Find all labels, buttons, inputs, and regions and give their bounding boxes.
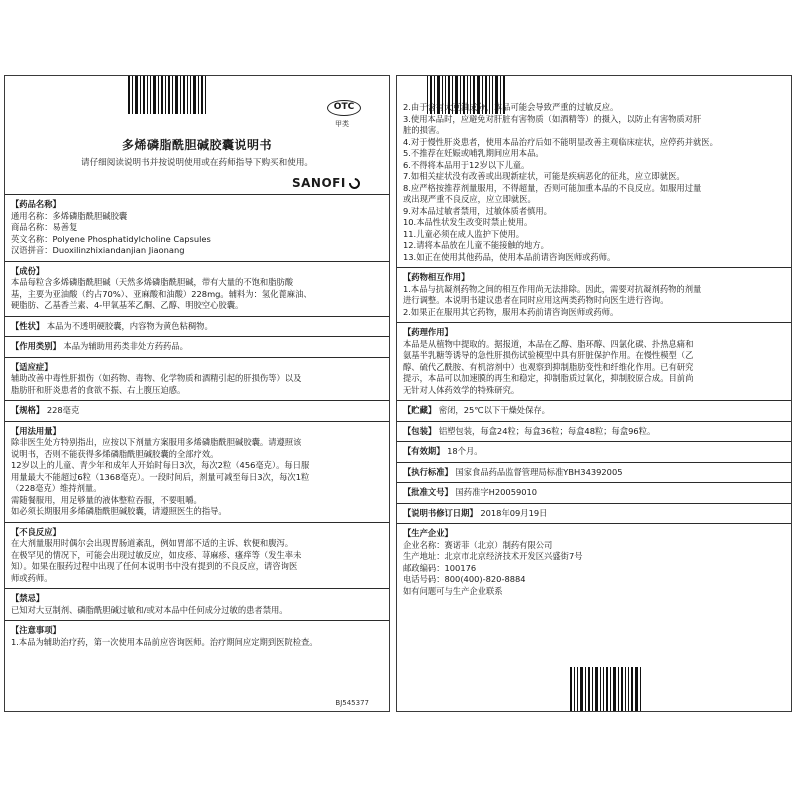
left-section-5	[5, 401, 389, 421]
brand-logo	[292, 176, 360, 190]
section-line: 进行调整。本说明书建议患者在同时应用这两类药物时向医生进行咨询。	[403, 295, 669, 305]
otc-mark: OTC	[327, 100, 361, 116]
right-sections	[397, 98, 791, 601]
right-section-7	[397, 504, 791, 524]
section-line: 氨基半乳糖等诱导的急性肝损伤试验模型中具有肝脏保护作用。在慢性模型（乙	[403, 350, 694, 360]
section-heading: 【适应症】	[11, 361, 53, 372]
left-section-7	[5, 523, 389, 589]
left-section-9	[5, 621, 389, 652]
precaution-line: 或出现严重不良反应，应立即就医。	[403, 194, 536, 204]
section-line: 醇、硫代乙酰胺、有机溶剂中）也观察到抑制脂肪变性和纤维化作用。已有研究	[403, 361, 694, 372]
section-heading: 【禁忌】	[11, 593, 45, 603]
left-sections	[5, 194, 389, 652]
right-section-6	[397, 483, 791, 503]
section-value: 铝塑包装，每盒24粒；每盒36粒；每盒48粒；每盒96粒。	[436, 425, 656, 436]
right-section-2	[397, 401, 791, 421]
section-line: 通用名称：多烯磷脂酰胆碱胶囊	[11, 210, 128, 221]
section-heading: 【作用类别】	[11, 341, 61, 351]
section-heading: 【药品名称】	[11, 199, 61, 209]
section-heading: 【有效期】	[403, 446, 445, 456]
section-line	[403, 508, 785, 520]
right-section-1	[397, 323, 791, 400]
section-line: 需随餐服用，用足够量的液体整粒吞服，不要咀嚼。	[11, 494, 202, 505]
right-section-4	[397, 442, 791, 462]
precaution-line: 11.儿童必须在成人监护下使用。	[403, 228, 525, 239]
section-line: 在大剂量服用时偶尔会出现胃肠道紊乱，例如胃部不适的主诉、软便和腹泻。	[11, 538, 294, 548]
section-line	[11, 405, 383, 417]
left-section-0	[5, 195, 389, 261]
otc-category: 甲类	[335, 120, 349, 128]
section-heading: 【药理作用】	[403, 327, 453, 337]
precaution-line: 8.应严格按推荐剂量服用，不得超量，否则可能加重本品的不良反应。如服用过量	[403, 182, 702, 193]
section-line: 12岁以上的儿童、青少年和成年人开始时每日3次，每次2粒（456毫克）。每日服	[11, 460, 310, 470]
section-heading: 【药物相互作用】	[403, 272, 470, 282]
section-line: 1.本品与抗凝剂药物之间的相互作用尚无法排除。因此，需要对抗凝剂药物的剂量	[403, 283, 702, 294]
section-line: 说明书，否则不能获得多烯磷脂酰胆碱胶囊的全部疗效。	[11, 448, 219, 459]
section-line	[11, 321, 383, 333]
section-line: 本品是从植物中提取的。据报道，本品在乙醇、脂环醇、四氯化碳、扑热息痛和	[403, 338, 694, 349]
section-value: 国药准字H20059010	[452, 487, 538, 497]
section-line	[403, 487, 785, 499]
precaution-line: 6.不得将本品用于12岁以下儿童。	[403, 159, 530, 170]
left-section-6	[5, 422, 389, 522]
section-line: 如必须长期服用多烯磷脂酰胆碱胶囊，请遵照医生的指导。	[11, 506, 227, 516]
section-line: 电话号码：800(400)-820-8884	[403, 574, 526, 584]
precaution-line: 脏的损害。	[403, 125, 445, 135]
left-section-3	[5, 337, 389, 357]
section-line: 英文名称：Polyene Phosphatidylcholine Capsules	[11, 233, 211, 244]
section-heading: 【性状】	[11, 320, 45, 331]
section-heading: 【成份】	[11, 265, 45, 276]
section-line	[403, 426, 785, 438]
section-line: 基，主要为亚油酸（约占70%）、亚麻酸和油酸）228mg。辅料为：氢化蓖麻油、	[11, 288, 312, 299]
section-heading: 【用法用量】	[11, 425, 61, 436]
section-line	[403, 446, 785, 458]
leaflet-title: 多烯磷脂酰胆碱胶囊说明书	[121, 138, 272, 152]
section-line: 生产地址：北京市北京经济技术开发区兴盛街7号	[403, 551, 583, 561]
precaution-line: 3.使用本品时，应避免对肝脏有害物质（如酒精等）的摄入，以防止有害物质对肝	[403, 113, 702, 124]
section-line: 如有问题可与生产企业联系	[403, 585, 503, 596]
precaution-line: 7.如相关症状没有改善或出现新症状，可能是疾病恶化的征兆，应立即就医。	[403, 171, 685, 181]
precaution-line: 2.由于含有大豆油成分，本品可能会导致严重的过敏反应。	[403, 102, 619, 112]
section-heading: 【包装】	[403, 425, 437, 436]
section-line: 企业名称：赛诺菲（北京）制药有限公司	[403, 539, 553, 550]
section-heading: 【生产企业】	[403, 528, 453, 538]
section-line: 2.如果正在服用其它药物，服用本药前请咨询医师或药师。	[403, 306, 619, 317]
precaution-line: 10.本品性状发生改变时禁止使用。	[403, 217, 533, 227]
section-line	[403, 405, 785, 417]
precaution-line: 4.对于慢性肝炎患者，使用本品治疗后如不能明显改善主观临床症状，应停药并就医。	[403, 136, 718, 147]
sanofi-bird-icon	[347, 175, 362, 190]
precaution-line: 13.如正在使用其他药品，使用本品前请咨询医师或药师。	[403, 251, 616, 262]
section-line: 商品名称：易善复	[11, 222, 78, 232]
section-value: 18个月。	[444, 446, 483, 456]
lot-number: BJ545377	[335, 699, 369, 707]
left-section-1	[5, 262, 389, 316]
section-line: 除非医生处方特别指出，应按以下剂量方案服用多烯磷脂酰胆碱胶囊。请遵照该	[11, 437, 302, 447]
left-section-8	[5, 589, 389, 620]
section-line: 师或药师。	[11, 572, 53, 583]
right-section-3	[397, 422, 791, 442]
section-line: 硬脂肪、乙基香兰素、4-甲氧基苯乙酮、乙醇、明胶空心胶囊。	[11, 300, 244, 310]
left-section-2	[5, 317, 389, 337]
section-line: 用量最大不能超过6粒（1368毫克）。一段时间后，剂量可减至每日3次，每次1粒	[11, 471, 310, 482]
brand-name: SANOFI	[292, 176, 346, 190]
section-line: 辅助改善中毒性肝损伤（如药物、毒物、化学物质和酒精引起的肝损伤等）以及	[11, 373, 302, 383]
section-heading: 【规格】	[11, 405, 45, 415]
section-heading: 【说明书修订日期】	[403, 507, 478, 518]
section-value: 密闭，25℃以下干燥处保存。	[436, 405, 550, 415]
section-heading: 【贮藏】	[403, 405, 437, 415]
section-line: 脂肪肝和肝炎患者的食欲不振、右上腹压迫感。	[11, 384, 186, 395]
section-line: 本品每粒含多烯磷脂酰胆碱（天然多烯磷脂酰胆碱，带有大量的不饱和脂肪酸	[11, 277, 294, 287]
section-heading: 【不良反应】	[11, 526, 61, 537]
section-line: 邮政编码：100176	[403, 562, 477, 573]
leaflet-subtitle: 请仔细阅读说明书并按说明使用或在药师指导下购买和使用。	[80, 158, 314, 168]
section-heading: 【执行标准】	[403, 466, 453, 477]
right-precautions-continued	[397, 98, 791, 267]
section-line	[403, 467, 785, 479]
leaflet-page-left	[4, 75, 390, 712]
section-value: 本品为辅助用药类非处方药药品。	[60, 341, 188, 351]
left-section-4	[5, 358, 389, 401]
section-value: 本品为不透明硬胶囊，内容物为黄色粘稠物。	[44, 320, 213, 331]
section-value: 2018年09月19日	[477, 507, 548, 518]
section-heading: 【批准文号】	[403, 487, 453, 497]
section-value: 228毫克	[44, 405, 80, 415]
section-line: 1.本品为辅助治疗药，第一次使用本品前应咨询医师。治疗期间应定期到医院检查。	[11, 636, 318, 647]
precaution-line: 9.对本品过敏者禁用，过敏体质者慎用。	[403, 205, 552, 216]
section-line: 在极罕见的情况下，可能会出现过敏反应，如皮疹、荨麻疹、瘙痒等（发生率未	[11, 549, 302, 560]
section-heading: 【注意事项】	[11, 625, 61, 635]
section-line: 汉语拼音：Duoxilinzhixiandanjian Jiaonang	[11, 245, 185, 255]
leaflet-page-right	[396, 75, 792, 712]
barcode-bottom-right	[570, 667, 643, 711]
section-value: 国家食品药品监督管理局标准YBH34392005	[452, 466, 623, 477]
section-line: 知）。如果在服药过程中出现了任何本说明书中没有提到的不良反应，请咨询医	[11, 561, 298, 571]
right-section-8	[397, 524, 791, 601]
section-line: （228毫克）维持剂量。	[11, 483, 102, 493]
section-line: 无针对人体药效学的特殊研究。	[403, 384, 520, 395]
right-section-0	[397, 268, 791, 322]
precaution-line: 12.请将本品放在儿童不能接触的地方。	[403, 240, 549, 250]
right-section-5	[397, 463, 791, 483]
section-line: 提示，本品可以加速膜的再生和稳定，抑制脂质过氧化，抑制胶原合成。目前尚	[403, 373, 694, 383]
section-line	[11, 341, 383, 353]
precaution-line: 5.不推荐在妊娠或哺乳期间应用本品。	[403, 148, 544, 158]
leaflet-header	[5, 76, 389, 196]
section-line: 已知对大豆制剂、磷脂酰胆碱过敏和/或对本品中任何成分过敏的患者禁用。	[11, 604, 288, 615]
